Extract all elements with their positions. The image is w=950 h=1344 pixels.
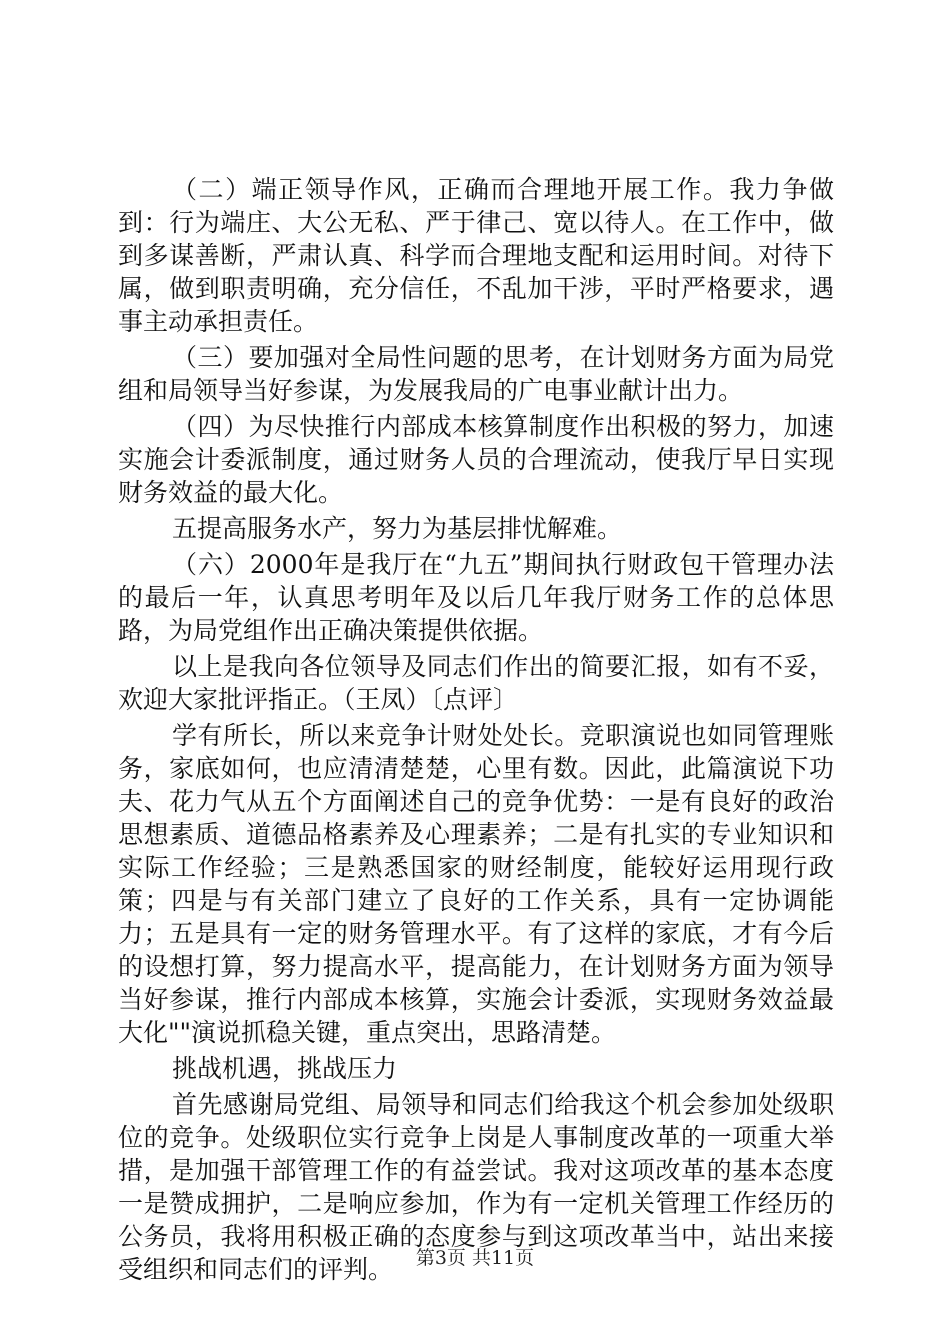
document-body: [118, 173, 834, 1289]
paragraph-4: （四）为尽快推行内部成本核算制度作出积极的努力，加速实施会计委派制度，通过财务人员的合理流动，使我厅早日实现财务效益的最大化。: [118, 412, 834, 507]
paragraph-2: （二）端正领导作风，正确而合理地开展工作。我力争做到：行为端庄、大公无私、严于律己、宽以待人。在工作中，做到多谋善断，严肃认真、科学而合理地支配和运用时间。对待下属，做到职责明确，充分信任，不乱加干涉，平时严格要求，遇事主动承担责任。: [118, 175, 834, 336]
paragraph-5: 五提高服务水产，努力为基层排忧解难。: [172, 514, 623, 543]
commentary-paragraph: 学有所长，所以来竞争计财处处长。竞职演说也如同管理账务，家底如何，也应清清楚楚，心里有数。因此，此篇演说下功夫、花力气从五个方面阐述自己的竞争优势：一是有良好的政治思想素质、道德品格素养及心理素养；二是有扎实的专业知识和实际工作经验；三是熟悉国家的财经制度，能较好运用现行政策；四是与有关部门建立了良好的工作关系，具有一定协调能力；五是具有一定的财务管理水平。有了这样的家底，才有今后的设想打算，努力提高水平，提高能力，在计划财务方面为领导当好参谋，推行内部成本核算，实施会计委派，实现财务效益最大化""演说抓稳关键，重点突出，思路清楚。: [118, 721, 834, 1047]
page-number: 第3页 共11页: [415, 1247, 535, 1269]
closing-paragraph: 以上是我向各位领导及同志们作出的简要汇报，如有不妥，欢迎大家批评指正。（王凤）〔点评〕: [118, 652, 834, 714]
page-footer: [0, 1243, 950, 1270]
paragraph-3: （三）要加强对全局性问题的思考，在计划财务方面为局党组和局领导当好参谋，为发展我局的广电事业献计出力。: [118, 343, 834, 405]
speech-opening-paragraph: 首先感谢局党组、局领导和同志们给我这个机会参加处级职位的竞争。处级职位实行竞争上岗是人事制度改革的一项重大举措，是加强干部管理工作的有益尝试。我对这项改革的基本态度一是赞成拥护，二是响应参加，作为有一定机关管理工作经历的公务员，我将用积极正确的态度参与到这项改革当中，站出来接受组织和同志们的评判。: [118, 1090, 834, 1284]
paragraph-6: （六）2000年是我厅在“九五”期间执行财政包干管理办法的最后一年，认真思考明年及以后几年我厅财务工作的总体思路，为局党组作出正确决策提供依据。: [118, 550, 834, 645]
section-heading: 挑战机遇，挑战压力: [172, 1054, 398, 1083]
